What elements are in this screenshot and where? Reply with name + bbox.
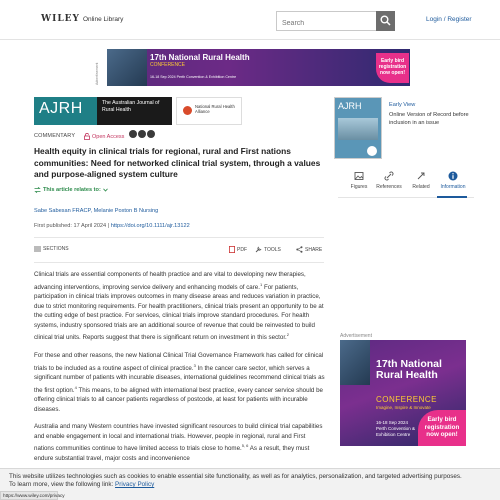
early-view-link[interactable]: Early View	[389, 102, 416, 108]
paragraph-text: For these and other reasons, the new National Clinical Trial Governance Framework has called for clinical trials to be included as a routine aspect of clinical practice.	[34, 351, 324, 372]
top-banner-ad[interactable]	[107, 49, 410, 86]
tab-label: Related	[412, 184, 430, 190]
divider	[34, 262, 324, 263]
login-register-link[interactable]: Login / Register	[426, 16, 472, 23]
ad-photo	[107, 49, 147, 86]
swap-icon	[34, 187, 41, 193]
journal-name: The Australian Journal of Rural Health	[102, 100, 160, 113]
sections-button[interactable]	[34, 246, 69, 252]
related-icon	[416, 171, 426, 181]
reference-link[interactable]: 3	[193, 362, 196, 368]
open-access-label: Open Access	[92, 133, 125, 140]
pdf-label: PDF	[237, 246, 247, 253]
paragraph-text: As a result, they must endure substantial travel, major costs and inconvenience	[34, 445, 310, 463]
tab-references[interactable]	[373, 171, 405, 196]
ad-subtitle: CONFERENCE	[150, 62, 186, 68]
published-label: First published:	[34, 223, 72, 229]
ad-cta: Early bird registration now open!	[418, 410, 466, 446]
cover-seal	[367, 146, 377, 156]
ad-photo	[340, 340, 370, 385]
creative-commons-icons[interactable]	[129, 130, 155, 138]
brand-name: WILEY	[41, 14, 80, 24]
cookie-banner	[0, 468, 500, 500]
search-icon	[380, 15, 391, 26]
privacy-policy-link[interactable]: Privacy Policy	[115, 481, 155, 488]
paragraph-text: This means, to be aligned with international best practice, every cancer service should be offering clinical trials to all cancer patients regardless of postcode, at least for patients with incurable diseases.	[34, 386, 323, 413]
article-title: Health equity in clinical trials for regional, rural and First nations communities: Need for networked clinical trial system, through a values and purpose-aligned system culture	[34, 146, 321, 180]
link-icon	[384, 171, 394, 181]
image-icon	[354, 171, 364, 181]
ad-title: 17th National Rural Health	[150, 53, 250, 62]
cover-abbr: AJRH	[338, 101, 362, 111]
by-icon	[138, 130, 146, 138]
share-label: SHARE	[305, 246, 323, 253]
nc-icon	[147, 130, 155, 138]
search-field[interactable]	[276, 11, 377, 31]
chevron-down-icon	[103, 188, 108, 192]
paragraph-text: For patients, participation in clinical trials improves outcomes in many disease areas and reduces variation in practice, due to strict monitoring requirements. For health practitioners, clinical trials present an opportunity to be at the cutting edge of best practice. For services, clinical trials improve standard procedures. For health systems, industry sponsored trials are an additional source of revenue that could be reinvested to build clinical trial units. Reports suggest that there is significant return on investment in this sector.	[34, 283, 324, 342]
ad-tagline: Imagine, Inspire & Innovate	[376, 405, 431, 410]
advertisement-label: Advertisement	[340, 333, 372, 339]
paragraph-text: In the cancer care sector, which serves a significant number of patients with incurable diseases, international guidelines recommend clinical trials as the first option.	[34, 364, 325, 394]
status-url: https://www.wiley.com/privacy	[0, 491, 58, 500]
sidebar-tabs	[343, 171, 469, 196]
sidebar-ad[interactable]	[340, 340, 466, 446]
partner-logo[interactable]	[176, 97, 242, 125]
advertisement-label: Advertisement	[95, 62, 99, 85]
relates-to-label: This article relates to:	[43, 187, 101, 193]
site-header	[0, 0, 500, 40]
share-icon	[296, 246, 303, 253]
tools-button[interactable]	[255, 246, 281, 253]
tab-label: References	[376, 184, 402, 190]
divider	[34, 237, 324, 238]
article-body	[34, 270, 327, 472]
journal-logo[interactable]	[34, 97, 172, 125]
list-icon	[34, 246, 41, 252]
article-type: COMMENTARY	[34, 133, 76, 139]
early-view-description: Online Version of Record before inclusion in an issue	[389, 112, 469, 126]
cc-icon	[129, 130, 137, 138]
partner-logo-mark	[183, 106, 192, 115]
reference-link[interactable]: 4	[74, 384, 77, 390]
tab-figures[interactable]	[343, 171, 375, 196]
brand-subtitle: Online Library	[82, 16, 124, 23]
paragraph	[34, 351, 327, 414]
tab-information[interactable]	[437, 171, 469, 196]
pdf-button[interactable]	[229, 246, 247, 253]
paragraph	[34, 270, 327, 343]
open-lock-icon	[84, 133, 90, 140]
ad-date: 16-18 Sep 2024 Perth Convention & Exhibition Centre	[376, 420, 416, 437]
doi-link[interactable]: https://doi.org/10.1111/ajr.13122	[110, 223, 190, 229]
info-icon	[448, 171, 458, 181]
journal-cover[interactable]	[334, 97, 382, 159]
meta-separator: |	[107, 223, 111, 229]
active-tab-indicator	[437, 196, 467, 198]
cover-photo	[338, 118, 378, 140]
published-date: 17 April 2024	[73, 223, 107, 229]
reference-link[interactable]: 2	[286, 332, 290, 338]
share-button[interactable]	[296, 246, 322, 253]
cookie-text: This website utilizes technologies such as cookies to enable essential site functionality, as well as for analytics, personalization, and targeted advertising purposes.	[9, 473, 462, 480]
ad-date: 16-18 Sep 2024 Perth Convention & Exhibition Centre	[150, 75, 237, 79]
cookie-text-2	[9, 481, 154, 488]
cookie-link-prefix: To learn more, view the following link:	[9, 481, 114, 488]
sections-label: SECTIONS	[43, 246, 69, 252]
ad-cta: Early bird registration now open!	[376, 53, 409, 83]
publication-info	[34, 223, 190, 229]
tab-related[interactable]	[405, 171, 437, 196]
open-access-badge	[84, 133, 124, 140]
search-button[interactable]	[376, 11, 395, 31]
search-input[interactable]	[282, 15, 377, 33]
partner-name: National Rural Health Alliance	[195, 104, 235, 114]
tools-label: TOOLS	[264, 246, 281, 253]
ad-subtitle: CONFERENCE	[376, 395, 438, 404]
wiley-logo[interactable]	[41, 14, 123, 24]
ad-title: 17th National Rural Health	[376, 358, 442, 381]
author-list[interactable]: Sabe Sabesan FRACP, Melanie Poxton B Nursing	[34, 208, 159, 214]
paragraph-text: Australia and many Western countries have invested significant resources to build clinical trial capabilities and enable engagement in local and international trials. However, people in regional, rural and First nations communities continue to have limited access to trials close to home.	[34, 423, 323, 453]
pdf-icon	[229, 246, 235, 253]
paragraph-text: Clinical trials are essential components of health practice and are vital to developing new therapies, advancing interventions, improving service delivery and enhancing models of care.	[34, 271, 306, 291]
reference-link[interactable]: 5, 6	[241, 443, 249, 449]
tab-label: Figures	[350, 184, 368, 190]
relates-to-toggle[interactable]	[34, 187, 108, 193]
paragraph	[34, 422, 327, 463]
wrench-icon	[255, 246, 262, 253]
tab-label: Information	[440, 184, 466, 190]
article-toolbar	[34, 246, 324, 256]
reference-link[interactable]: 1	[259, 281, 263, 287]
journal-abbr: AJRH	[39, 100, 83, 117]
